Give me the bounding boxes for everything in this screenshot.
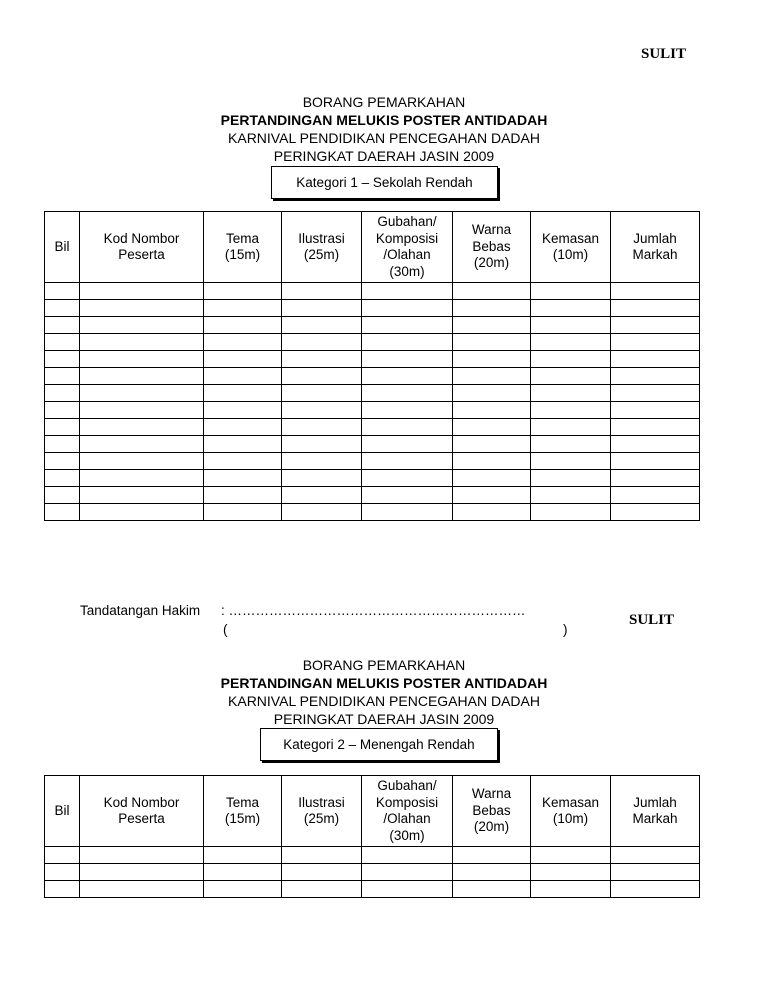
score-cell[interactable] [282,300,362,317]
score-cell[interactable] [80,487,204,504]
score-cell[interactable] [362,436,453,453]
table-row [45,436,700,453]
score-cell[interactable] [531,864,611,881]
score-cell[interactable] [611,283,700,300]
score-cell[interactable] [204,283,282,300]
score-cell[interactable] [453,881,531,898]
score-cell[interactable] [80,881,204,898]
table-header-row [45,776,700,847]
score-cell[interactable] [453,402,531,419]
score-cell[interactable] [453,334,531,351]
score-cell[interactable] [204,368,282,385]
score-cell[interactable] [204,436,282,453]
score-cell[interactable] [45,504,80,521]
score-cell[interactable] [204,419,282,436]
judge-signature-label: Tandatangan Hakim [80,603,201,618]
score-cell[interactable] [531,436,611,453]
col-warna-bebas: Warna Bebas (20m) [453,212,531,283]
col-jumlah-markah: Jumlah Markah [611,776,700,847]
score-cell[interactable] [611,487,700,504]
score-cell[interactable] [282,402,362,419]
form-header-2 [0,656,768,728]
score-cell[interactable] [80,385,204,402]
table-row [45,402,700,419]
score-cell[interactable] [362,504,453,521]
score-cell[interactable] [204,487,282,504]
score-cell[interactable] [80,504,204,521]
score-cell[interactable] [282,283,362,300]
score-cell[interactable] [45,334,80,351]
score-cell[interactable] [362,283,453,300]
category-box-2: Kategori 2 – Menengah Rendah [260,728,498,761]
score-cell[interactable] [453,300,531,317]
score-cell[interactable] [204,881,282,898]
score-cell[interactable] [362,317,453,334]
score-cell[interactable] [362,385,453,402]
score-cell[interactable] [531,419,611,436]
table-row [45,300,700,317]
score-cell[interactable] [362,368,453,385]
score-cell[interactable] [611,351,700,368]
table-row [45,283,700,300]
table-row [45,351,700,368]
score-cell[interactable] [362,334,453,351]
score-cell[interactable] [453,453,531,470]
score-cell[interactable] [282,368,362,385]
sulit-label: SULIT [641,46,687,62]
header-competition: PERTANDINGAN MELUKIS POSTER ANTIDADAH [220,112,548,128]
table-row [45,368,700,385]
col-kod-nombor-peserta: Kod Nombor Peserta [80,212,204,283]
score-cell[interactable] [531,283,611,300]
score-cell[interactable] [362,864,453,881]
score-cell[interactable] [531,385,611,402]
header-event: KARNIVAL PENDIDIKAN PENCEGAHAN DADAH [228,130,540,146]
col-kod-nombor-peserta: Kod Nombor Peserta [80,776,204,847]
score-cell[interactable] [45,847,80,864]
signature-line: : ………………………………………………………… [221,603,526,618]
score-cell[interactable] [282,419,362,436]
score-cell[interactable] [531,300,611,317]
score-cell[interactable] [362,351,453,368]
score-cell[interactable] [611,864,700,881]
score-cell[interactable] [453,504,531,521]
score-cell[interactable] [453,351,531,368]
name-open-paren: ( [223,622,228,637]
table-row [45,385,700,402]
score-cell[interactable] [204,317,282,334]
score-cell[interactable] [611,317,700,334]
score-table-1 [44,211,700,521]
score-cell[interactable] [453,317,531,334]
table-row [45,453,700,470]
col-tema: Tema (15m) [204,212,282,283]
score-cell[interactable] [282,881,362,898]
name-close-paren: ) [563,622,568,637]
score-table-2 [44,775,700,898]
score-cell[interactable] [204,385,282,402]
score-cell[interactable] [80,470,204,487]
score-cell[interactable] [45,368,80,385]
score-cell[interactable] [45,283,80,300]
score-cell[interactable] [611,436,700,453]
score-cell[interactable] [45,300,80,317]
table-row [45,881,700,898]
score-cell[interactable] [80,453,204,470]
header-title: BORANG PEMARKAHAN [302,657,466,673]
table-row [45,487,700,504]
score-cell[interactable] [282,351,362,368]
score-cell[interactable] [80,402,204,419]
score-cell[interactable] [453,487,531,504]
score-cell[interactable] [204,402,282,419]
score-cell[interactable] [362,453,453,470]
score-cell[interactable] [282,504,362,521]
sulit-label: SULIT [629,612,675,628]
score-cell[interactable] [204,351,282,368]
header-level: PERINGKAT DAERAH JASIN 2009 [273,148,495,164]
score-cell[interactable] [45,470,80,487]
score-cell[interactable] [204,847,282,864]
score-cell[interactable] [282,436,362,453]
score-cell[interactable] [453,847,531,864]
score-cell[interactable] [611,334,700,351]
score-cell[interactable] [362,881,453,898]
header-competition: PERTANDINGAN MELUKIS POSTER ANTIDADAH [220,675,548,691]
col-tema: Tema (15m) [204,776,282,847]
table-row [45,334,700,351]
form-header-1 [0,93,768,165]
score-cell[interactable] [531,402,611,419]
category-box-1: Kategori 1 – Sekolah Rendah [271,166,498,199]
score-cell[interactable] [45,419,80,436]
score-cell[interactable] [611,368,700,385]
score-cell[interactable] [531,453,611,470]
score-cell[interactable] [204,453,282,470]
score-cell[interactable] [80,300,204,317]
score-cell[interactable] [531,368,611,385]
col-kemasan: Kemasan (10m) [531,212,611,283]
score-cell[interactable] [80,436,204,453]
score-cell[interactable] [45,436,80,453]
score-cell[interactable] [204,470,282,487]
col-kemasan: Kemasan (10m) [531,776,611,847]
header-level: PERINGKAT DAERAH JASIN 2009 [273,711,495,727]
score-cell[interactable] [531,847,611,864]
table-row [45,847,700,864]
score-cell[interactable] [45,881,80,898]
col-gubahan: Gubahan/ Komposisi /Olahan (30m) [362,776,453,847]
col-gubahan: Gubahan/ Komposisi /Olahan (30m) [362,212,453,283]
score-cell[interactable] [45,317,80,334]
score-cell[interactable] [453,470,531,487]
col-warna-bebas: Warna Bebas (20m) [453,776,531,847]
score-cell[interactable] [453,436,531,453]
table-row [45,864,700,881]
score-cell[interactable] [80,847,204,864]
score-cell[interactable] [611,453,700,470]
header-title: BORANG PEMARKAHAN [302,94,466,110]
score-cell[interactable] [611,419,700,436]
score-cell[interactable] [611,881,700,898]
score-cell[interactable] [204,504,282,521]
table-row [45,504,700,521]
score-cell[interactable] [611,470,700,487]
score-cell[interactable] [362,470,453,487]
score-cell[interactable] [362,847,453,864]
score-cell[interactable] [45,864,80,881]
col-bil: Bil [45,776,80,847]
score-cell[interactable] [531,317,611,334]
score-cell[interactable] [531,504,611,521]
score-cell[interactable] [453,419,531,436]
score-cell[interactable] [531,351,611,368]
col-ilustrasi: Ilustrasi (25m) [282,212,362,283]
header-event: KARNIVAL PENDIDIKAN PENCEGAHAN DADAH [228,693,540,709]
score-cell[interactable] [80,317,204,334]
score-cell[interactable] [282,453,362,470]
score-cell[interactable] [282,847,362,864]
col-jumlah-markah: Jumlah Markah [611,212,700,283]
table-row [45,317,700,334]
score-cell[interactable] [453,283,531,300]
score-cell[interactable] [611,385,700,402]
table-row [45,419,700,436]
col-bil: Bil [45,212,80,283]
score-cell[interactable] [45,402,80,419]
score-cell[interactable] [282,864,362,881]
score-cell[interactable] [362,487,453,504]
score-cell[interactable] [362,300,453,317]
score-cell[interactable] [80,334,204,351]
score-cell[interactable] [204,334,282,351]
score-cell[interactable] [45,351,80,368]
score-cell[interactable] [362,402,453,419]
score-cell[interactable] [611,402,700,419]
score-cell[interactable] [80,864,204,881]
score-cell[interactable] [611,847,700,864]
score-cell[interactable] [282,334,362,351]
score-cell[interactable] [611,504,700,521]
score-cell[interactable] [282,470,362,487]
col-ilustrasi: Ilustrasi (25m) [282,776,362,847]
table-row [45,470,700,487]
score-cell[interactable] [531,470,611,487]
score-cell[interactable] [453,864,531,881]
score-cell[interactable] [531,487,611,504]
score-cell[interactable] [80,368,204,385]
score-cell[interactable] [80,283,204,300]
score-cell[interactable] [282,385,362,402]
score-cell[interactable] [80,419,204,436]
table-header-row [45,212,700,283]
score-cell[interactable] [611,300,700,317]
score-cell[interactable] [204,300,282,317]
score-cell[interactable] [362,419,453,436]
score-cell[interactable] [204,864,282,881]
score-cell[interactable] [45,385,80,402]
score-cell[interactable] [45,453,80,470]
score-cell[interactable] [282,317,362,334]
score-cell[interactable] [453,368,531,385]
score-cell[interactable] [531,881,611,898]
score-cell[interactable] [282,487,362,504]
score-cell[interactable] [80,351,204,368]
score-cell[interactable] [453,385,531,402]
score-cell[interactable] [45,487,80,504]
score-cell[interactable] [531,334,611,351]
